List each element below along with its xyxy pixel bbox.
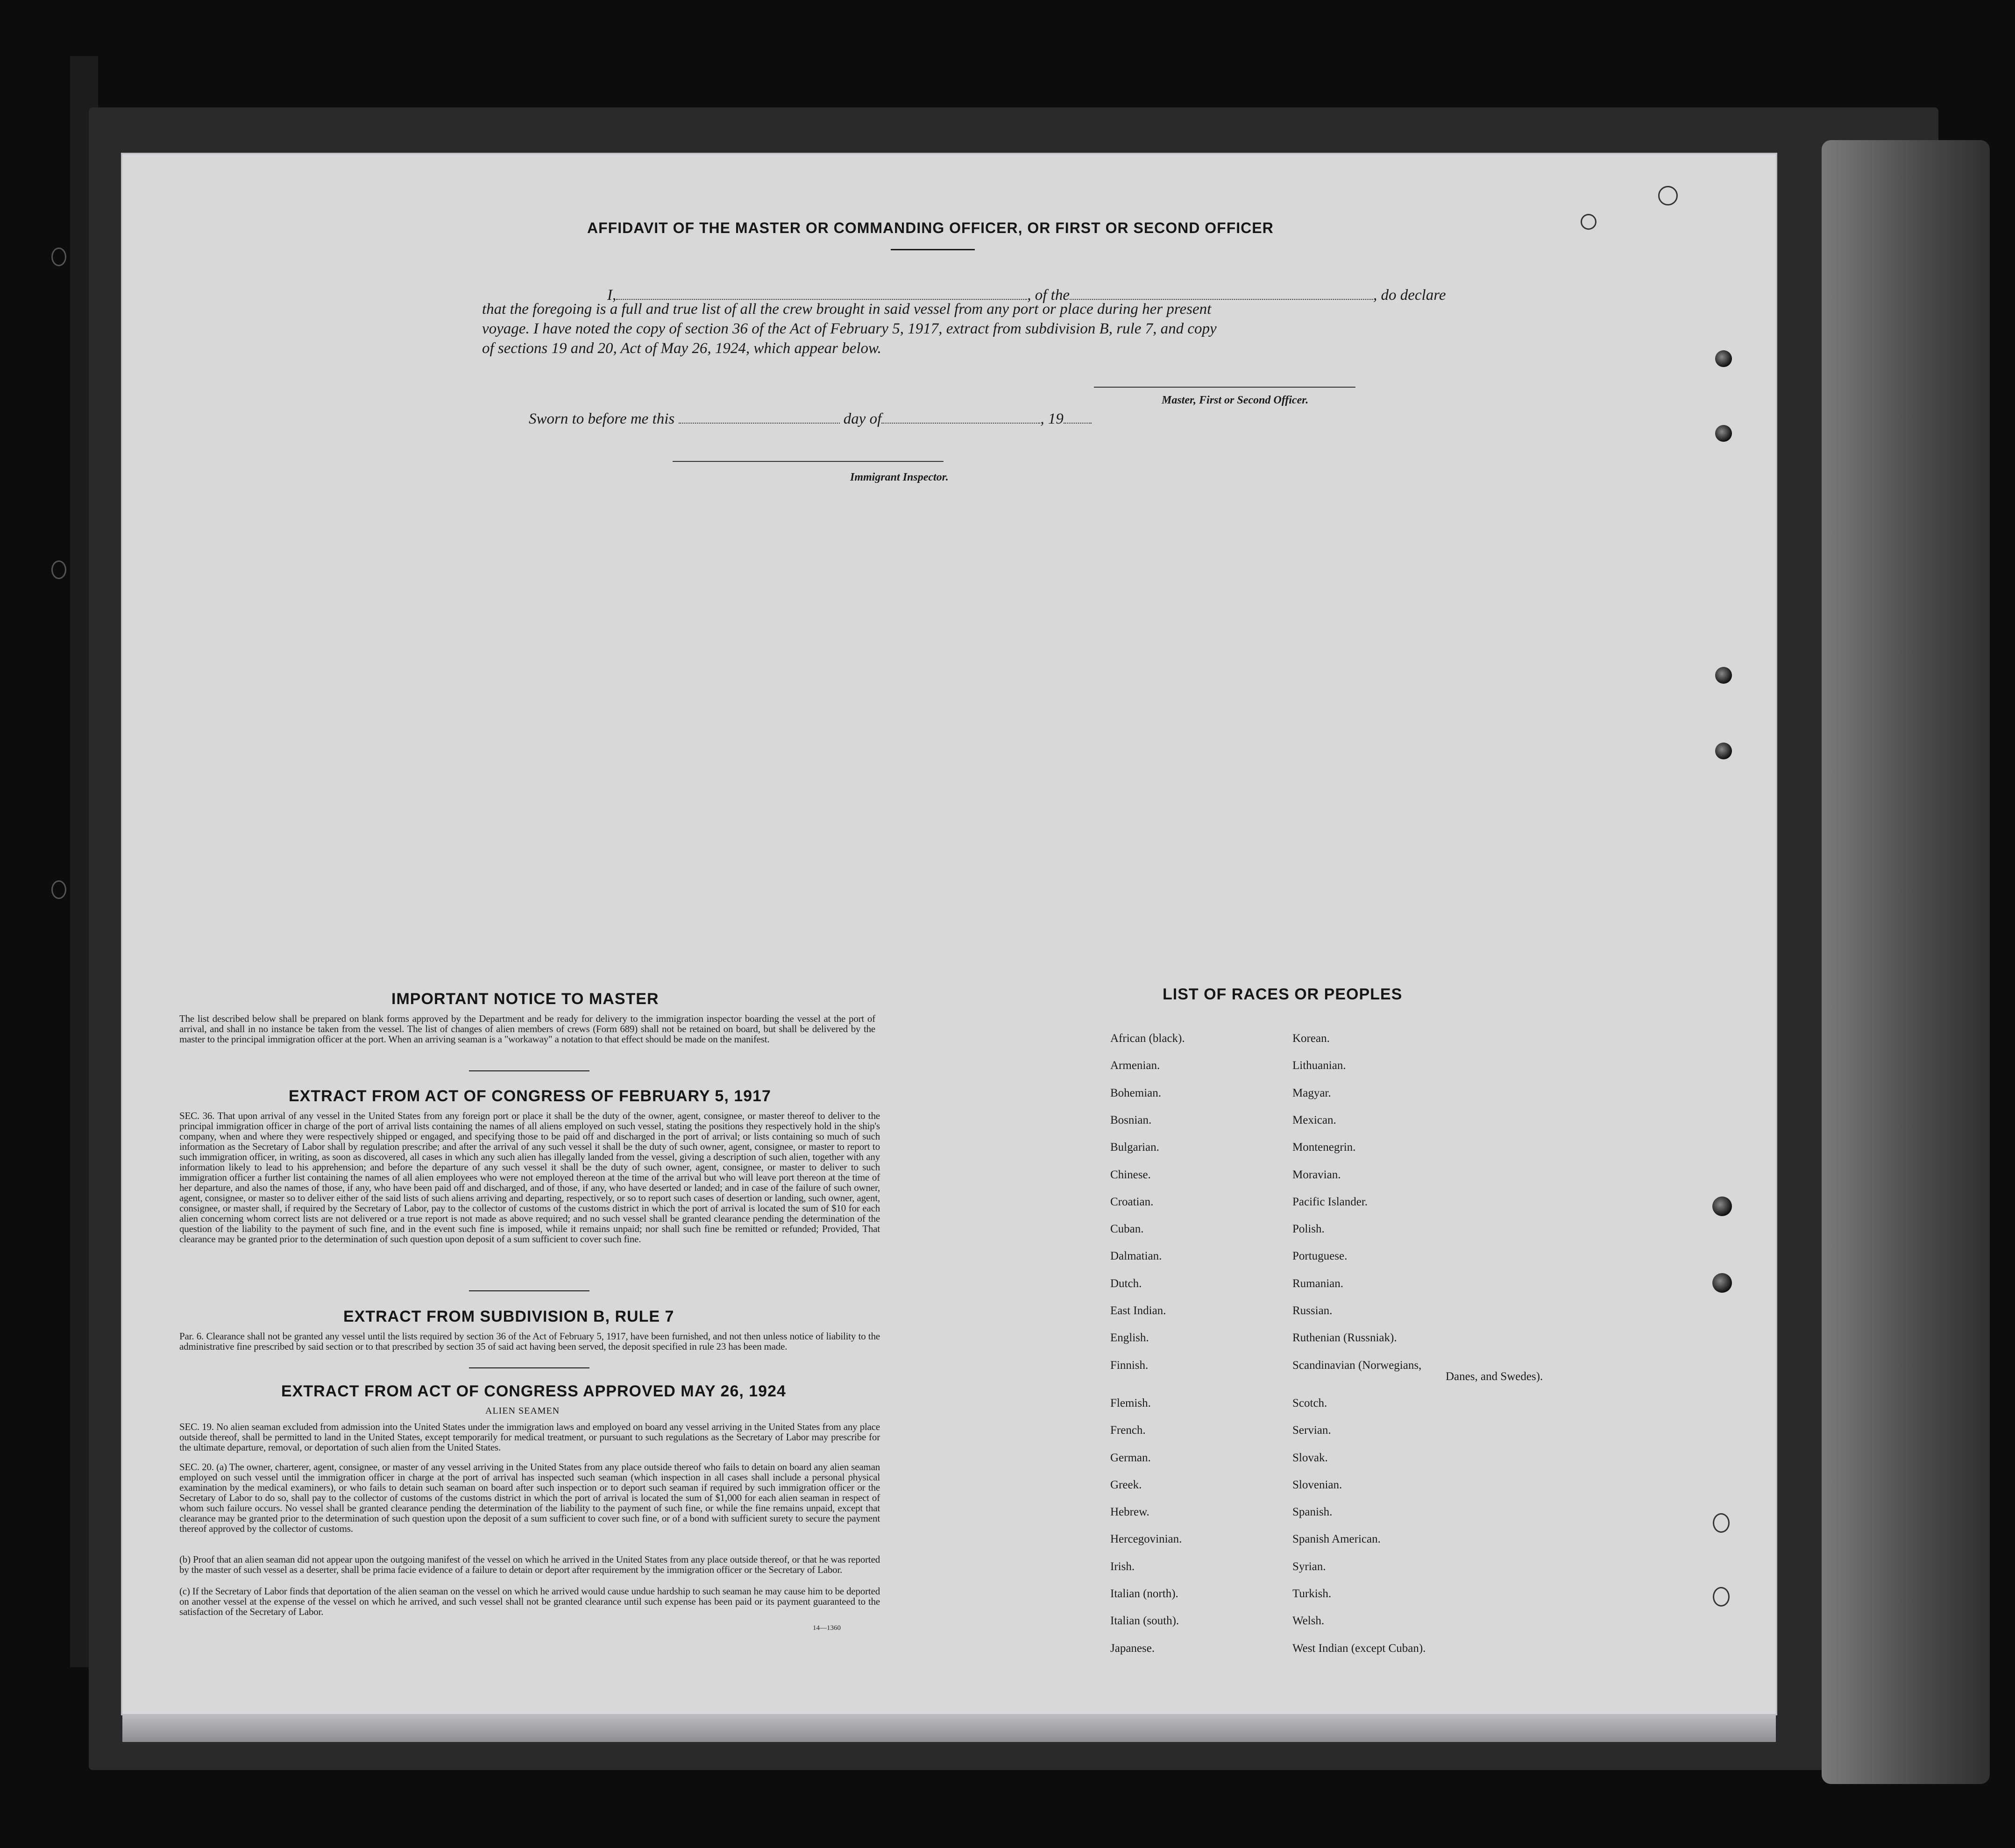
race-item: Welsh. <box>1292 1614 1325 1628</box>
sworn-line <box>529 409 1092 430</box>
race-item: Japanese. <box>1110 1642 1155 1655</box>
race-item: West Indian (except Cuban). <box>1292 1642 1426 1655</box>
section-rule <box>469 1290 589 1291</box>
sworn-year-blank <box>1064 420 1092 424</box>
affidavit-of: , of the <box>1027 287 1070 304</box>
race-item: Portuguese. <box>1292 1250 1348 1263</box>
race-item: Slovenian. <box>1292 1478 1342 1491</box>
race-item: Hebrew. <box>1110 1506 1149 1519</box>
race-item: Bohemian. <box>1110 1086 1162 1099</box>
sworn-day-blank <box>679 420 840 424</box>
sec20a-body: SEC. 20. (a) The owner, charterer, agent, consignee, or master of any vessel arriving in the United States from any place outside thereof who fails to detain on board any alien seaman employed on such vessel until the immigration officer in charge at the port of arrival has inspected such seaman (which inspection in all cases shall include a personal physical examination by the medical examiners), or who fails to detain such seaman on board after such inspection or to deport such seaman if required by such immigration officer or the Secretary of Labor to do so, shall pay to the collector of customs of the customs district in which the port of arrival is located the sum of $1,000 for each alien seaman in respect of whom such failure occurs. No vessel shall be granted clearance pending the determination of the liability to the payment of such fine, or while the fine remains unpaid, except that clearance may be granted prior to the determination of such question upon the deposit of a sum sufficient to cover such fine, or of a bond with sufficient surety to secure the payment thereof approved by the collector of customs. <box>179 1461 880 1534</box>
race-item: Turkish. <box>1292 1587 1332 1600</box>
race-item-continuation: Danes, and Swedes). <box>1446 1370 1543 1383</box>
race-item: Greek. <box>1110 1478 1142 1491</box>
race-item: East Indian. <box>1110 1304 1166 1317</box>
race-item: Syrian. <box>1292 1560 1326 1573</box>
form-page <box>122 154 1776 1714</box>
affidavit-title: AFFIDAVIT OF THE MASTER OR COMMANDING OFFICER, OR FIRST OR SECOND OFFICER <box>587 219 1274 236</box>
notice-body: The list described below shall be prepared on blank forms approved by the Department and be ready for delivery to the immigration inspector boarding the vessel at the port of arrival, and shall in no instance be taken from the vessel. The list of changes of alien members of crews (Form 689) shall not be retained on board, but shall be delivered by the master to the principal immigration officer at the port. When an arriving seaman is a "workaway" a notation to that effect should be made on the manifest. <box>179 1013 875 1045</box>
race-item: Korean. <box>1292 1032 1330 1045</box>
sworn-day-label: day of <box>843 411 882 427</box>
race-item: Spanish American. <box>1292 1533 1381 1546</box>
race-item: French. <box>1110 1424 1146 1437</box>
inspector-label: Immigrant Inspector. <box>850 471 949 483</box>
race-item: Chinese. <box>1110 1168 1151 1181</box>
section-rule <box>469 1070 589 1071</box>
race-item: Finnish. <box>1110 1359 1149 1372</box>
section-rule <box>469 1367 589 1368</box>
race-item: Magyar. <box>1292 1086 1331 1099</box>
rivet <box>1715 350 1732 367</box>
sworn-prefix: Sworn to before me this <box>529 411 675 427</box>
notice-title: IMPORTANT NOTICE TO MASTER <box>391 990 659 1008</box>
title-rule <box>891 249 975 250</box>
affidavit-i: I, <box>607 287 617 304</box>
binder-hole <box>51 248 66 266</box>
race-item: Montenegrin. <box>1292 1141 1356 1154</box>
affidavit-line-4: of sections 19 and 20, Act of May 26, 1924, which appear below. <box>482 340 881 357</box>
binder-hole <box>51 880 66 899</box>
extract-rule7-title: EXTRACT FROM SUBDIVISION B, RULE 7 <box>343 1308 674 1325</box>
race-item: Cuban. <box>1110 1223 1144 1236</box>
affidavit-declare: , do declare <box>1373 287 1446 304</box>
race-item: Dalmatian. <box>1110 1250 1162 1263</box>
extract-1917-body: SEC. 36. That upon arrival of any vessel in the United States from any foreign port or place it shall be the duty of the owner, agent, consignee, or master thereof to deliver to the principal immigration officer in charge of the port of arrival lists containing the names of all aliens employed on such vessel, stating the positions they respectively hold in the ship's company, when and where they were respectively shipped or engaged, and specifying those to be paid off and discharged in the port of arrival; or lists containing so much of such information as the Secretary of Labor shall by regulation prescribe; and after the arrival of any such vessel it shall be the duty of such owner, agent, consignee, or master to report to such immigration officer, in writing, as soon as discovered, all cases in which any such alien has illegally landed from the vessel, giving a description of such alien, together with any information likely to lead to his apprehension; and before the departure of any such vessel it shall be the duty of such owner, agent, consignee, or master to deliver to such immigration officer a further list containing the names of all alien employees who were not employed thereon at the time of the arrival but who will leave port thereon at the time of her departure, and also the names of those, if any, who have been paid off and discharged, and of those, if any, who have deserted or landed; and in case of the failure of such owner, agent, consignee, or master so to deliver either of the said lists of such aliens arriving and departing, respectively, or so to report such cases of desertion or landing, such owner, agent, consignee, or master shall, if required by the Secretary of Labor, pay to the collector of customs of the customs district in which the port of arrival is located the sum of $10 for each alien concerning whom correct lists are not delivered or a true report is not made as above required; and no such vessel shall be granted clearance pending the determination of the question of the liability to the payment of such fine, and in the event such fine is imposed, while it remains unpaid; nor shall such fine be remitted or refunded; Provided, That clearance may be granted prior to the determination of such question upon deposit of a sum sufficient to cover such fine. <box>179 1110 880 1245</box>
race-item: Moravian. <box>1292 1168 1341 1181</box>
race-item: Scandinavian (Norwegians, <box>1292 1359 1422 1372</box>
race-item: Polish. <box>1292 1223 1325 1236</box>
rivet <box>1715 425 1732 442</box>
extract-rule7-body: Par. 6. Clearance shall not be granted any vessel until the lists required by section 36 of the Act of February 5, 1917, have been furnished, and not then unless notice of liability to the administrative fine prescribed by said section or to that prescribed by section 35 of said act having been served, the deposit specified in rule 23 has been made. <box>179 1331 880 1352</box>
rivet <box>1712 1197 1732 1216</box>
page-punch-hole <box>1713 1587 1730 1607</box>
sec19-body: SEC. 19. No alien seaman excluded from admission into the United States under the immigration laws and employed on board any vessel arriving in the United States from any place outside thereof, shall be permitted to land in the United States, except temporarily for medical treatment, or pursuant to such regulations as the Secretary of Labor may prescribe for the ultimate departure, removal, or deportation of such alien from the United States. <box>179 1421 880 1453</box>
rivet <box>1712 1273 1732 1293</box>
inspector-line <box>673 461 944 462</box>
race-item: Rumanian. <box>1292 1277 1344 1290</box>
race-item: Croatian. <box>1110 1195 1154 1208</box>
affidavit-line-3: voyage. I have noted the copy of section 36 of the Act of February 5, 1917, extract from subdivision B, rule 7, and copy <box>482 320 1217 337</box>
sworn-month-blank <box>881 420 1040 424</box>
signature-label: Master, First or Second Officer. <box>1162 394 1309 406</box>
rivet <box>1715 667 1732 684</box>
extract-1917-title: EXTRACT FROM ACT OF CONGRESS OF FEBRUARY 5, 1917 <box>289 1087 771 1105</box>
extract-1924-title: EXTRACT FROM ACT OF CONGRESS APPROVED MAY 26, 1924 <box>281 1382 786 1400</box>
race-item: Servian. <box>1292 1424 1331 1437</box>
race-item: Ruthenian (Russniak). <box>1292 1331 1397 1345</box>
race-item: Mexican. <box>1292 1113 1336 1126</box>
race-item: Armenian. <box>1110 1059 1160 1072</box>
underlying-page-edge <box>1822 140 1990 1784</box>
rivet <box>1715 743 1732 759</box>
form-number: 14—1360 <box>813 1624 841 1632</box>
extract-1924-subtitle: ALIEN SEAMEN <box>485 1406 560 1416</box>
race-item: Irish. <box>1110 1560 1135 1573</box>
race-item: English. <box>1110 1331 1149 1345</box>
race-item: Spanish. <box>1292 1506 1333 1519</box>
races-title: LIST OF RACES OR PEOPLES <box>1163 985 1403 1003</box>
sec20c-body: (c) If the Secretary of Labor finds that deportation of the alien seaman on the vessel on which he arrived would cause undue hardship to such seaman he may cause him to be deported on another vessel at the expense of the vessel on which he arrived, and such vessel shall not be granted clearance until such expense has been paid or its payment guaranteed to the satisfaction of the Secretary of Labor. <box>179 1586 880 1617</box>
signature-line <box>1094 387 1355 388</box>
race-item: Italian (south). <box>1110 1614 1179 1628</box>
race-item: Lithuanian. <box>1292 1059 1346 1072</box>
page-punch-hole <box>1713 1513 1730 1533</box>
race-item: Russian. <box>1292 1304 1333 1317</box>
race-item: Dutch. <box>1110 1277 1142 1290</box>
race-item: Scotch. <box>1292 1396 1327 1409</box>
race-item: Italian (north). <box>1110 1587 1178 1600</box>
sworn-year-label: , 19 <box>1040 411 1064 427</box>
race-item: German. <box>1110 1451 1151 1464</box>
affidavit-line-2: that the foregoing is a full and true list of all the crew brought in said vessel from any port or place during her present <box>482 301 1212 318</box>
page-bottom-edge <box>122 1714 1776 1742</box>
binder-hole <box>51 560 66 579</box>
race-item: Bulgarian. <box>1110 1141 1159 1154</box>
race-item: African (black). <box>1110 1032 1185 1045</box>
race-item: Hercegovinian. <box>1110 1533 1182 1546</box>
page-punch-hole <box>1581 214 1596 230</box>
race-item: Slovak. <box>1292 1451 1328 1464</box>
race-item: Flemish. <box>1110 1396 1151 1409</box>
race-item: Bosnian. <box>1110 1113 1152 1126</box>
page-punch-hole <box>1658 186 1678 205</box>
race-item: Pacific Islander. <box>1292 1195 1368 1208</box>
sec20b-body: (b) Proof that an alien seaman did not appear upon the outgoing manifest of the vessel on which he arrived in the United States from any place outside thereof, or that he was reported by the master of such vessel as a deserter, shall be prima facie evidence of a failure to detain or deport after requirement by the immigration officer or the Secretary of Labor. <box>179 1554 880 1575</box>
